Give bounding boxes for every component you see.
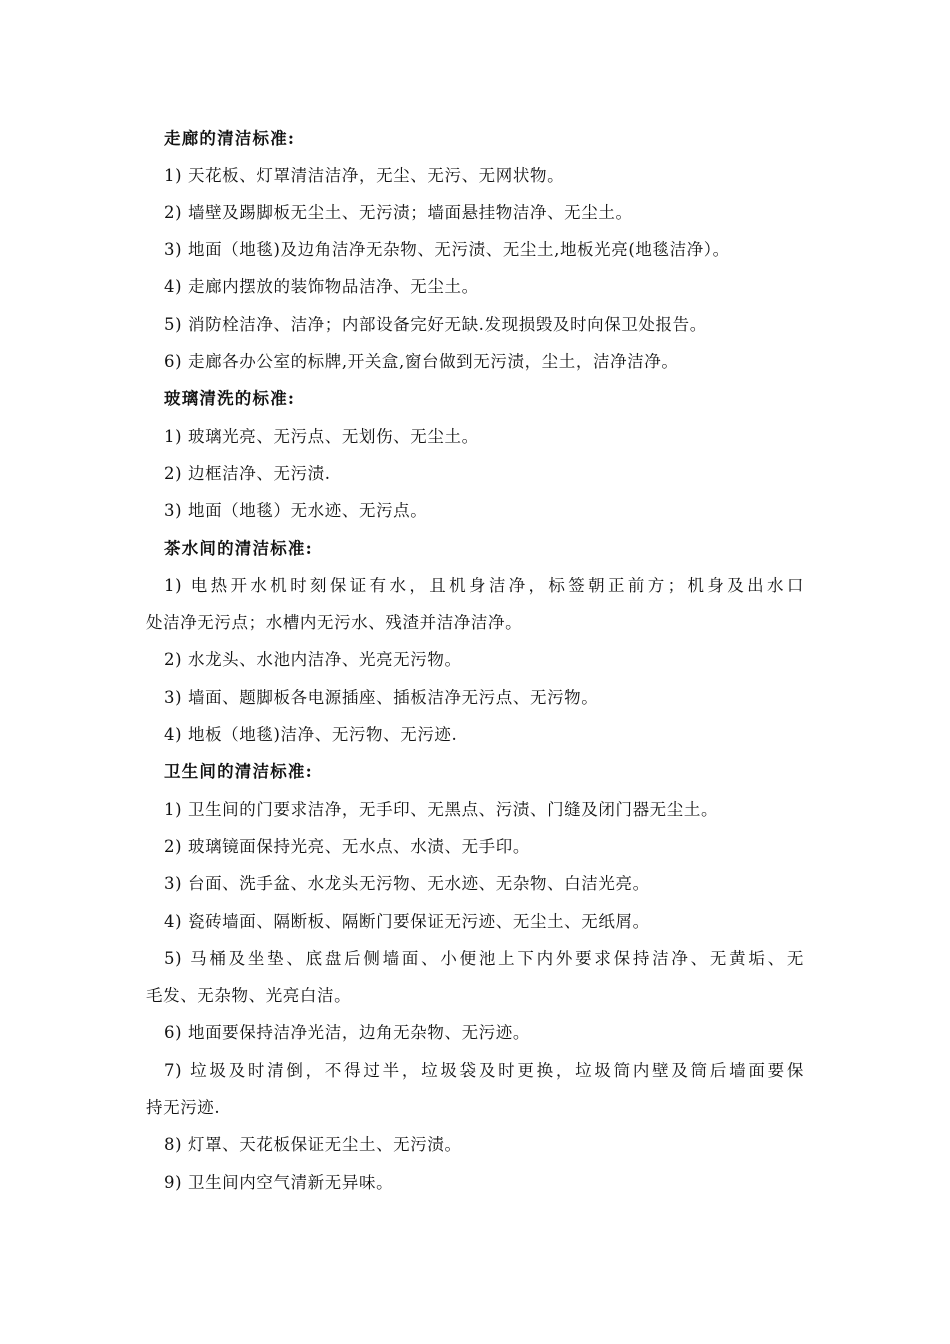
list-item: 8) 灯罩、天花板保证无尘土、无污渍。 — [164, 1135, 462, 1154]
section-heading-corridor: 走廊的清洁标准: — [164, 129, 296, 148]
list-item: 1) 玻璃光亮、无污点、无划伤、无尘土。 — [164, 427, 479, 446]
list-item: 5) 消防栓洁净、洁净；内部设备完好无缺.发现损毁及时向保卫处报告。 — [164, 315, 707, 334]
list-item: 2) 玻璃镜面保持光亮、无水点、水渍、无手印。 — [164, 837, 530, 856]
list-item: 4) 走廊内摆放的装饰物品洁净、无尘土。 — [164, 277, 479, 296]
list-item: 5) 马桶及坐垫、底盘后侧墙面、小便池上下内外要求保持洁净、无黄垢、无 — [164, 949, 804, 968]
list-item: 4) 地板（地毯)洁净、无污物、无污迹. — [164, 725, 458, 744]
list-item: 6) 走廊各办公室的标牌,开关盒,窗台做到无污渍，尘土，洁净洁净。 — [164, 352, 679, 371]
list-item-continuation: 毛发、无杂物、光亮白洁。 — [146, 986, 352, 1005]
list-item: 9) 卫生间内空气清新无异味。 — [164, 1173, 394, 1192]
section-heading-glass: 玻璃清洗的标准: — [164, 389, 296, 408]
list-item: 1) 卫生间的门要求洁净，无手印、无黑点、污渍、门缝及闭门器无尘土。 — [164, 800, 719, 819]
list-item: 3) 地面（地毯)及边角洁净无杂物、无污渍、无尘土,地板光亮(地毯洁净）。 — [164, 240, 730, 259]
list-item: 3) 台面、洗手盆、水龙头无污物、无水迹、无杂物、白洁光亮。 — [164, 874, 650, 893]
list-item-continuation: 持无污迹. — [146, 1098, 221, 1117]
list-item: 4) 瓷砖墙面、隔断板、隔断门要保证无污迹、无尘土、无纸屑。 — [164, 912, 650, 931]
list-item: 1) 天花板、灯罩清洁洁净，无尘、无污、无网状物。 — [164, 166, 565, 185]
section-heading-pantry: 茶水间的清洁标准: — [164, 539, 313, 558]
list-item: 6) 地面要保持洁净光洁，边角无杂物、无污迹。 — [164, 1023, 530, 1042]
list-item: 2) 墙壁及踢脚板无尘土、无污渍；墙面悬挂物洁净、无尘土。 — [164, 203, 633, 222]
list-item: 7) 垃圾及时清倒，不得过半，垃圾袋及时更换，垃圾筒内壁及筒后墙面要保 — [164, 1061, 804, 1080]
list-item: 2) 边框洁净、无污渍. — [164, 464, 331, 483]
list-item: 3) 墙面、题脚板各电源插座、插板洁净无污点、无污物。 — [164, 688, 599, 707]
list-item-continuation: 处洁净无污点；水槽内无污水、残渣并洁净洁净。 — [146, 613, 523, 632]
section-heading-restroom: 卫生间的清洁标准: — [164, 762, 313, 781]
list-item: 3) 地面（地毯）无水迹、无污点。 — [164, 501, 428, 520]
list-item: 2) 水龙头、水池内洁净、光亮无污物。 — [164, 650, 462, 669]
list-item: 1) 电热开水机时刻保证有水，且机身洁净，标签朝正前方；机身及出水口 — [164, 576, 804, 595]
